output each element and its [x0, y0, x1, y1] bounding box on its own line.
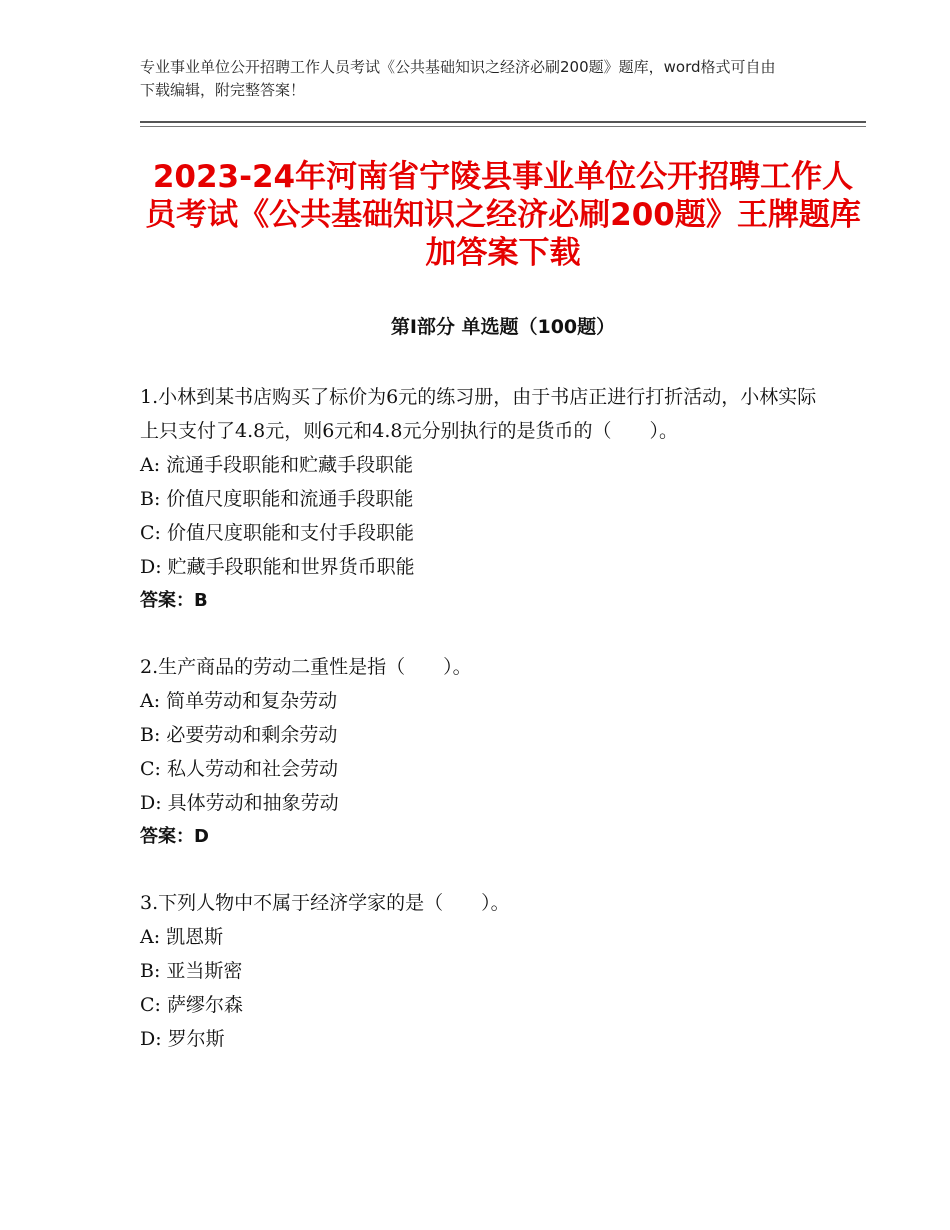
header-divider-thick [140, 121, 866, 123]
question-stem: 1.小林到某书店购买了标价为6元的练习册，由于书店正进行打折活动，小林实际上只支付了4.8元，则6元和4.8元分别执行的是货币的（ ）。 [140, 386, 817, 442]
option-d: D: 贮藏手段职能和世界货币职能 [140, 556, 415, 578]
option-a: A: 简单劳动和复杂劳动 [140, 690, 338, 712]
option-d: D: 具体劳动和抽象劳动 [140, 792, 339, 814]
option-a: A: 凯恩斯 [140, 926, 224, 948]
question-stem: 2.生产商品的劳动二重性是指（ ）。 [140, 656, 472, 678]
section-heading: 第Ⅰ部分 单选题（100题） [390, 316, 616, 338]
option-b: B: 亚当斯密 [140, 960, 243, 982]
question-stem: 3.下列人物中不属于经济学家的是（ ）。 [140, 892, 510, 914]
answer: 答案：B [140, 590, 208, 611]
question-1 [140, 380, 820, 618]
question-3 [140, 886, 820, 1056]
header-note: 专业事业单位公开招聘工作人员考试《公共基础知识之经济必刷200题》题库，word格式可自由下载编辑，附完整答案！ [140, 58, 776, 99]
option-c: C: 萨缪尔森 [140, 994, 243, 1016]
option-a: A: 流通手段职能和贮藏手段职能 [140, 454, 414, 476]
option-b: B: 价值尺度职能和流通手段职能 [140, 488, 414, 510]
option-c: C: 价值尺度职能和支付手段职能 [140, 522, 414, 544]
option-d: D: 罗尔斯 [140, 1028, 225, 1050]
option-b: B: 必要劳动和剩余劳动 [140, 724, 338, 746]
question-2 [140, 650, 820, 854]
document-title: 2023-24年河南省宁陵县事业单位公开招聘工作人员考试《公共基础知识之经济必刷200题》王牌题库加答案下载 [145, 159, 861, 271]
header-divider-thin [140, 126, 866, 127]
answer: 答案：D [140, 826, 209, 847]
question-list [140, 380, 820, 1088]
option-c: C: 私人劳动和社会劳动 [140, 758, 338, 780]
